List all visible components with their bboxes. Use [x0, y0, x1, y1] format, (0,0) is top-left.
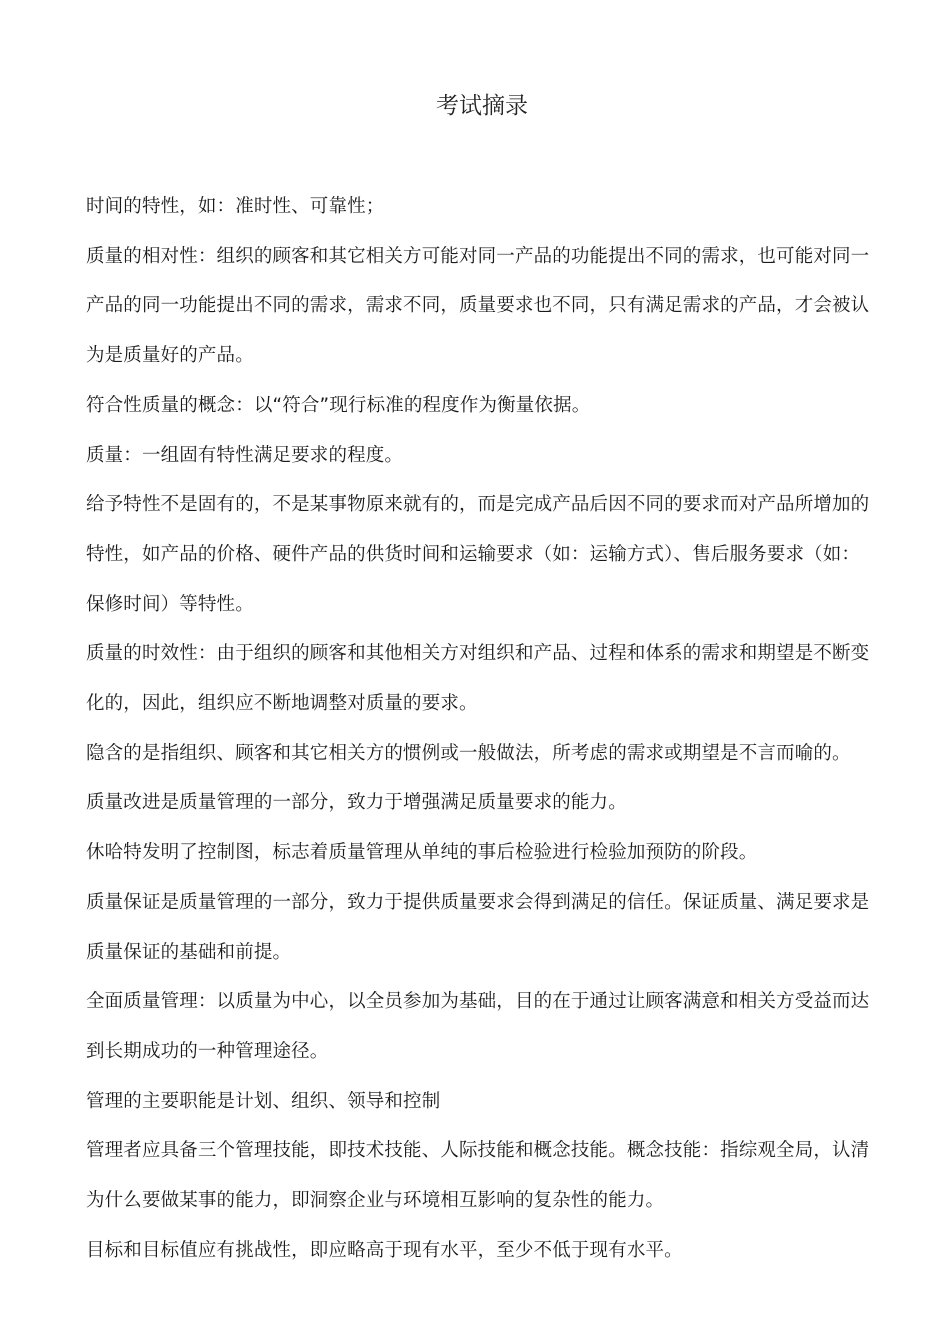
paragraph-time-effectiveness: 质量的时效性：由于组织的顾客和其他相关方对组织和产品、过程和体系的需求和期望是不断变化的，因此，组织应不断地调整对质量的要求。 — [86, 643, 870, 715]
paragraph-objectives: 目标和目标值应有挑战性，即应略高于现有水平，至少不低于现有水平。 — [86, 1239, 683, 1261]
paragraph-relativity: 质量的相对性：组织的顾客和其它相关方可能对同一产品的功能提出不同的需求，也可能对同一产品的同一功能提出不同的需求，需求不同，质量要求也不同，只有满足需求的产品，才会被认为是质量好的产品。 — [86, 245, 870, 367]
document-body — [86, 182, 876, 1275]
paragraph-timeliness: 时间的特性，如：准时性、可靠性； — [86, 196, 385, 217]
paragraph-management-functions: 管理的主要职能是计划、组织、领导和控制 — [86, 1090, 441, 1112]
paragraph-implied-needs: 隐含的是指组织、顾客和其它相关方的惯例或一般做法，所考虑的需求或期望是不言而喻的。 — [86, 742, 851, 764]
document-title: 考试摘录 — [436, 93, 528, 119]
paragraph-tqm: 全面质量管理：以质量为中心，以全员参加为基础，目的在于通过让顾客满意和相关方受益而达到长期成功的一种管理途径。 — [86, 991, 870, 1062]
paragraph-quality-improvement: 质量改进是质量管理的一部分，致力于增强满足质量要求的能力。 — [86, 792, 627, 814]
paragraph-quality-assurance: 质量保证是质量管理的一部分，致力于提供质量要求会得到满足的信任。保证质量、满足要求是质量保证的基础和前提。 — [86, 891, 870, 963]
paragraph-assigned-characteristics: 给予特性不是固有的，不是某事物原来就有的，而是完成产品后因不同的要求而对产品所增加的特性，如产品的价格、硬件产品的供货时间和运输要求（如：运输方式）、售后服务要求（如：保修时间）等特性。 — [86, 494, 870, 615]
paragraph-conformance: 符合性质量的概念：以“符合”现行标准的程度作为衡量依据。 — [86, 394, 591, 416]
paragraph-quality-definition: 质量：一组固有特性满足要求的程度。 — [86, 444, 404, 466]
paragraph-control-chart: 休哈特发明了控制图，标志着质量管理从单纯的事后检验进行检验加预防的阶段。 — [86, 842, 758, 864]
paragraph-management-skills: 管理者应具备三个管理技能，即技术技能、人际技能和概念技能。概念技能：指综观全局，认清为什么要做某事的能力，即洞察企业与环境相互影响的复杂性的能力。 — [86, 1140, 870, 1212]
